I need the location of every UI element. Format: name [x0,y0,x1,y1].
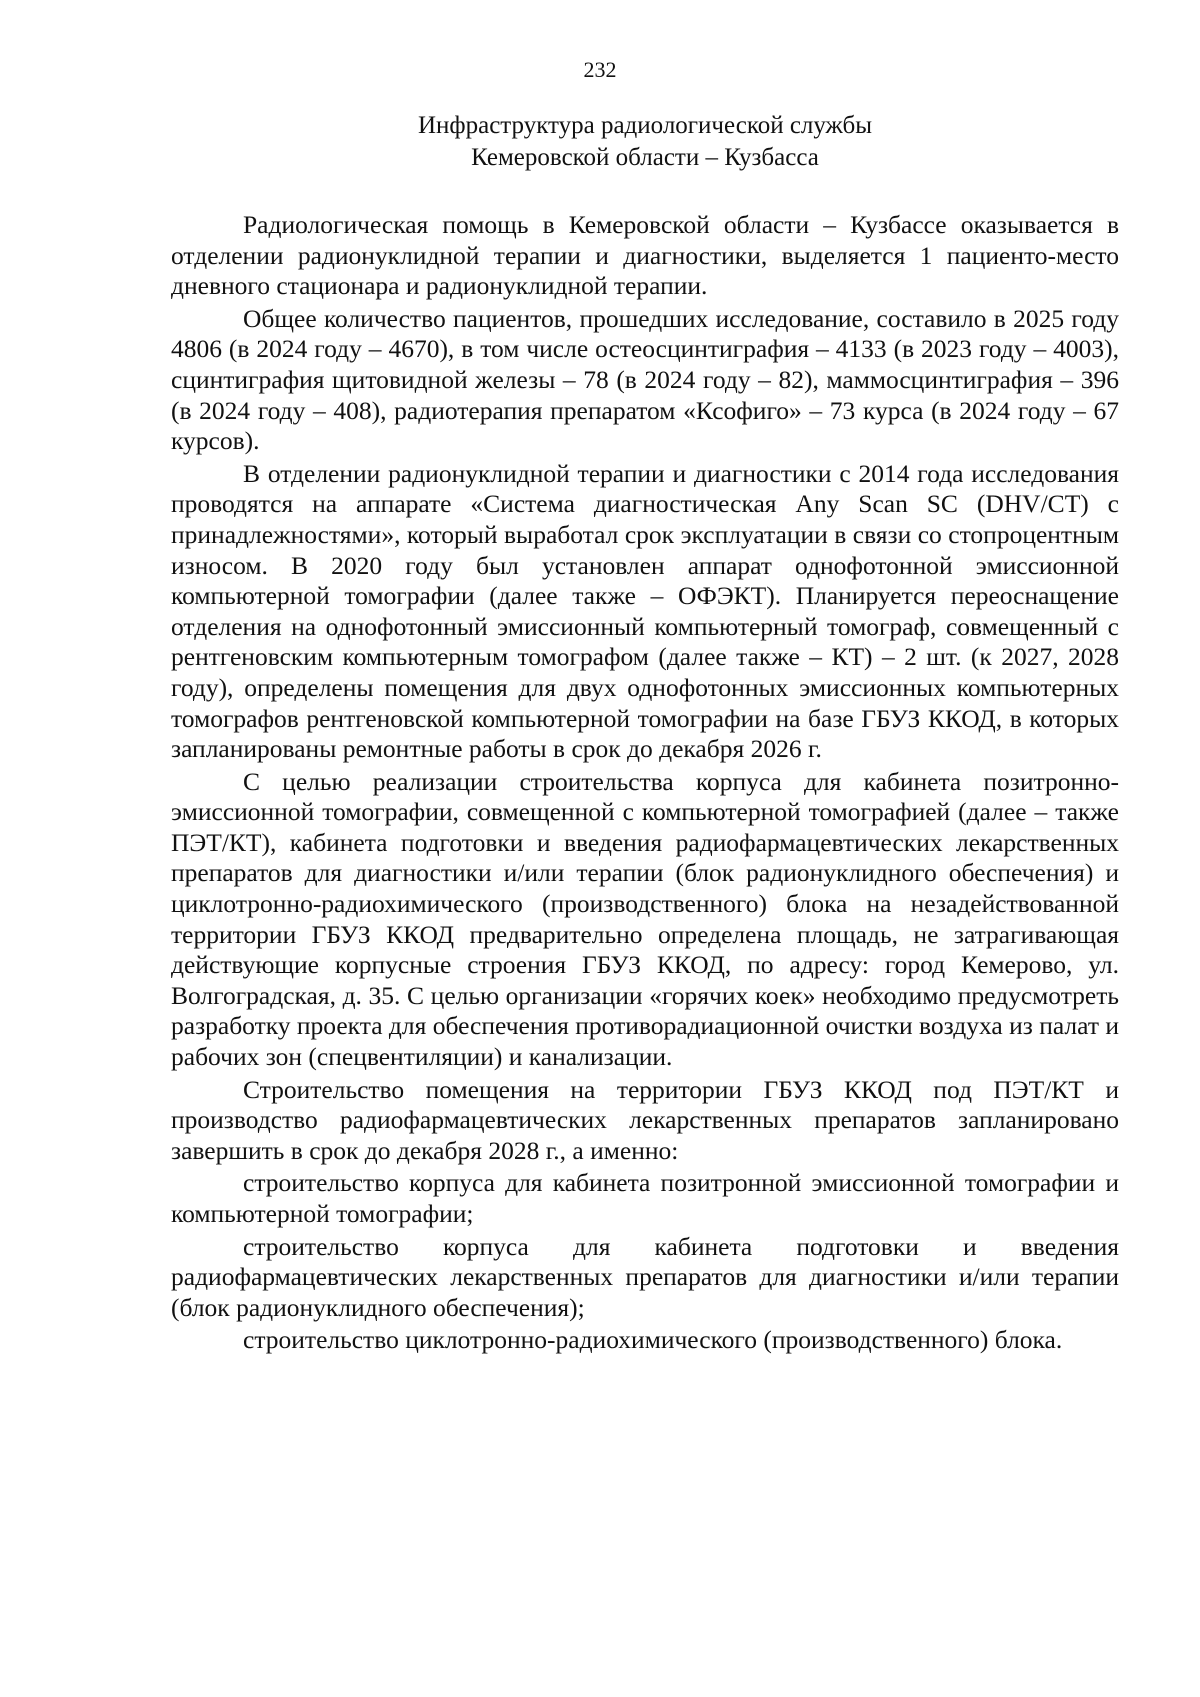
list-item: строительство циклотронно-радиохимического (производственного) блока. [243,1325,1063,1355]
section-title-line-2: Кемеровской области – Кузбасса [471,144,819,171]
list-item: строительство корпуса для кабинета подготовки и введения радиофармацевтических лекарственных препаратов для диагностики и/или терапии (блок радионуклидного обеспечения); [171,1231,1119,1322]
body-text [171,210,1119,1358]
section-title [0,110,1200,174]
section-title-line-1: Инфраструктура радиологической службы [417,112,873,139]
list-item: строительство корпуса для кабинета позитронной эмиссионной томографии и компьютерной томографии; [171,1168,1119,1228]
paragraph: В отделении радионуклидной терапии и диагностики с 2014 года исследования проводятся на аппарате «Система диагностическая Any Scan SC (DHV/CT) с принадлежностями», который выработал срок эксплуатации в связи со стопроцентным износом. В 2020 году был установлен аппарат однофотонной эмиссионной компьютерной томографии (далее также – ОФЭКТ). Планируется переоснащение отделения на однофотонный эмиссионный компьютерный томограф, совмещенный с рентгеновским компьютерным томографом (далее также – КТ) – 2 шт. (к 2027, 2028 году), определены помещения для двух однофотонных эмиссионных компьютерных томографов рентгеновской компьютерной томографии на базе ГБУЗ ККОД, в которых запланированы ремонтные работы в срок до декабря 2026 г. [171,458,1119,764]
paragraph: Радиологическая помощь в Кемеровской области – Кузбассе оказывается в отделении радионуклидной терапии и диагностики, выделяется 1 пациенто-место дневного стационара и радионуклидной терапии. [171,210,1119,301]
paragraph: Строительство помещения на территории ГБУЗ ККОД под ПЭТ/КТ и производство радиофармацевтических лекарственных препаратов запланировано завершить в срок до декабря 2028 г., а именно: [171,1074,1119,1165]
paragraph: С целью реализации строительства корпуса для кабинета позитронно-эмиссионной томографии, совмещенной с компьютерной томографией (далее – также ПЭТ/КТ), кабинета подготовки и введения радиофармацевтических лекарственных препаратов для диагностики и/или терапии (блок радионуклидного обеспечения) и циклотронно-радиохимического (производственного) блока на незадействованной территории ГБУЗ ККОД предварительно определена площадь, не затрагивающая действующие корпусные строения ГБУЗ ККОД, по адресу: город Кемерово, ул. Волгоградская, д. 35. С целью организации «горячих коек» необходимо предусмотреть разработку проекта для обеспечения противорадиационной очистки воздуха из палат и рабочих зон (спецвентиляции) и канализации. [171,766,1119,1072]
page-number: 232 [583,57,617,82]
paragraph: Общее количество пациентов, прошедших исследование, составило в 2025 году 4806 (в 2024 году – 4670), в том числе остеосцинтиграфия – 4133 (в 2023 году – 4003), сцинтиграфия щитовидной железы – 78 (в 2024 году – 82), маммосцинтиграфия – 396 (в 2024 году – 408), радиотерапия препаратом «Ксофиго» – 73 курса (в 2024 году – 67 курсов). [171,303,1119,456]
